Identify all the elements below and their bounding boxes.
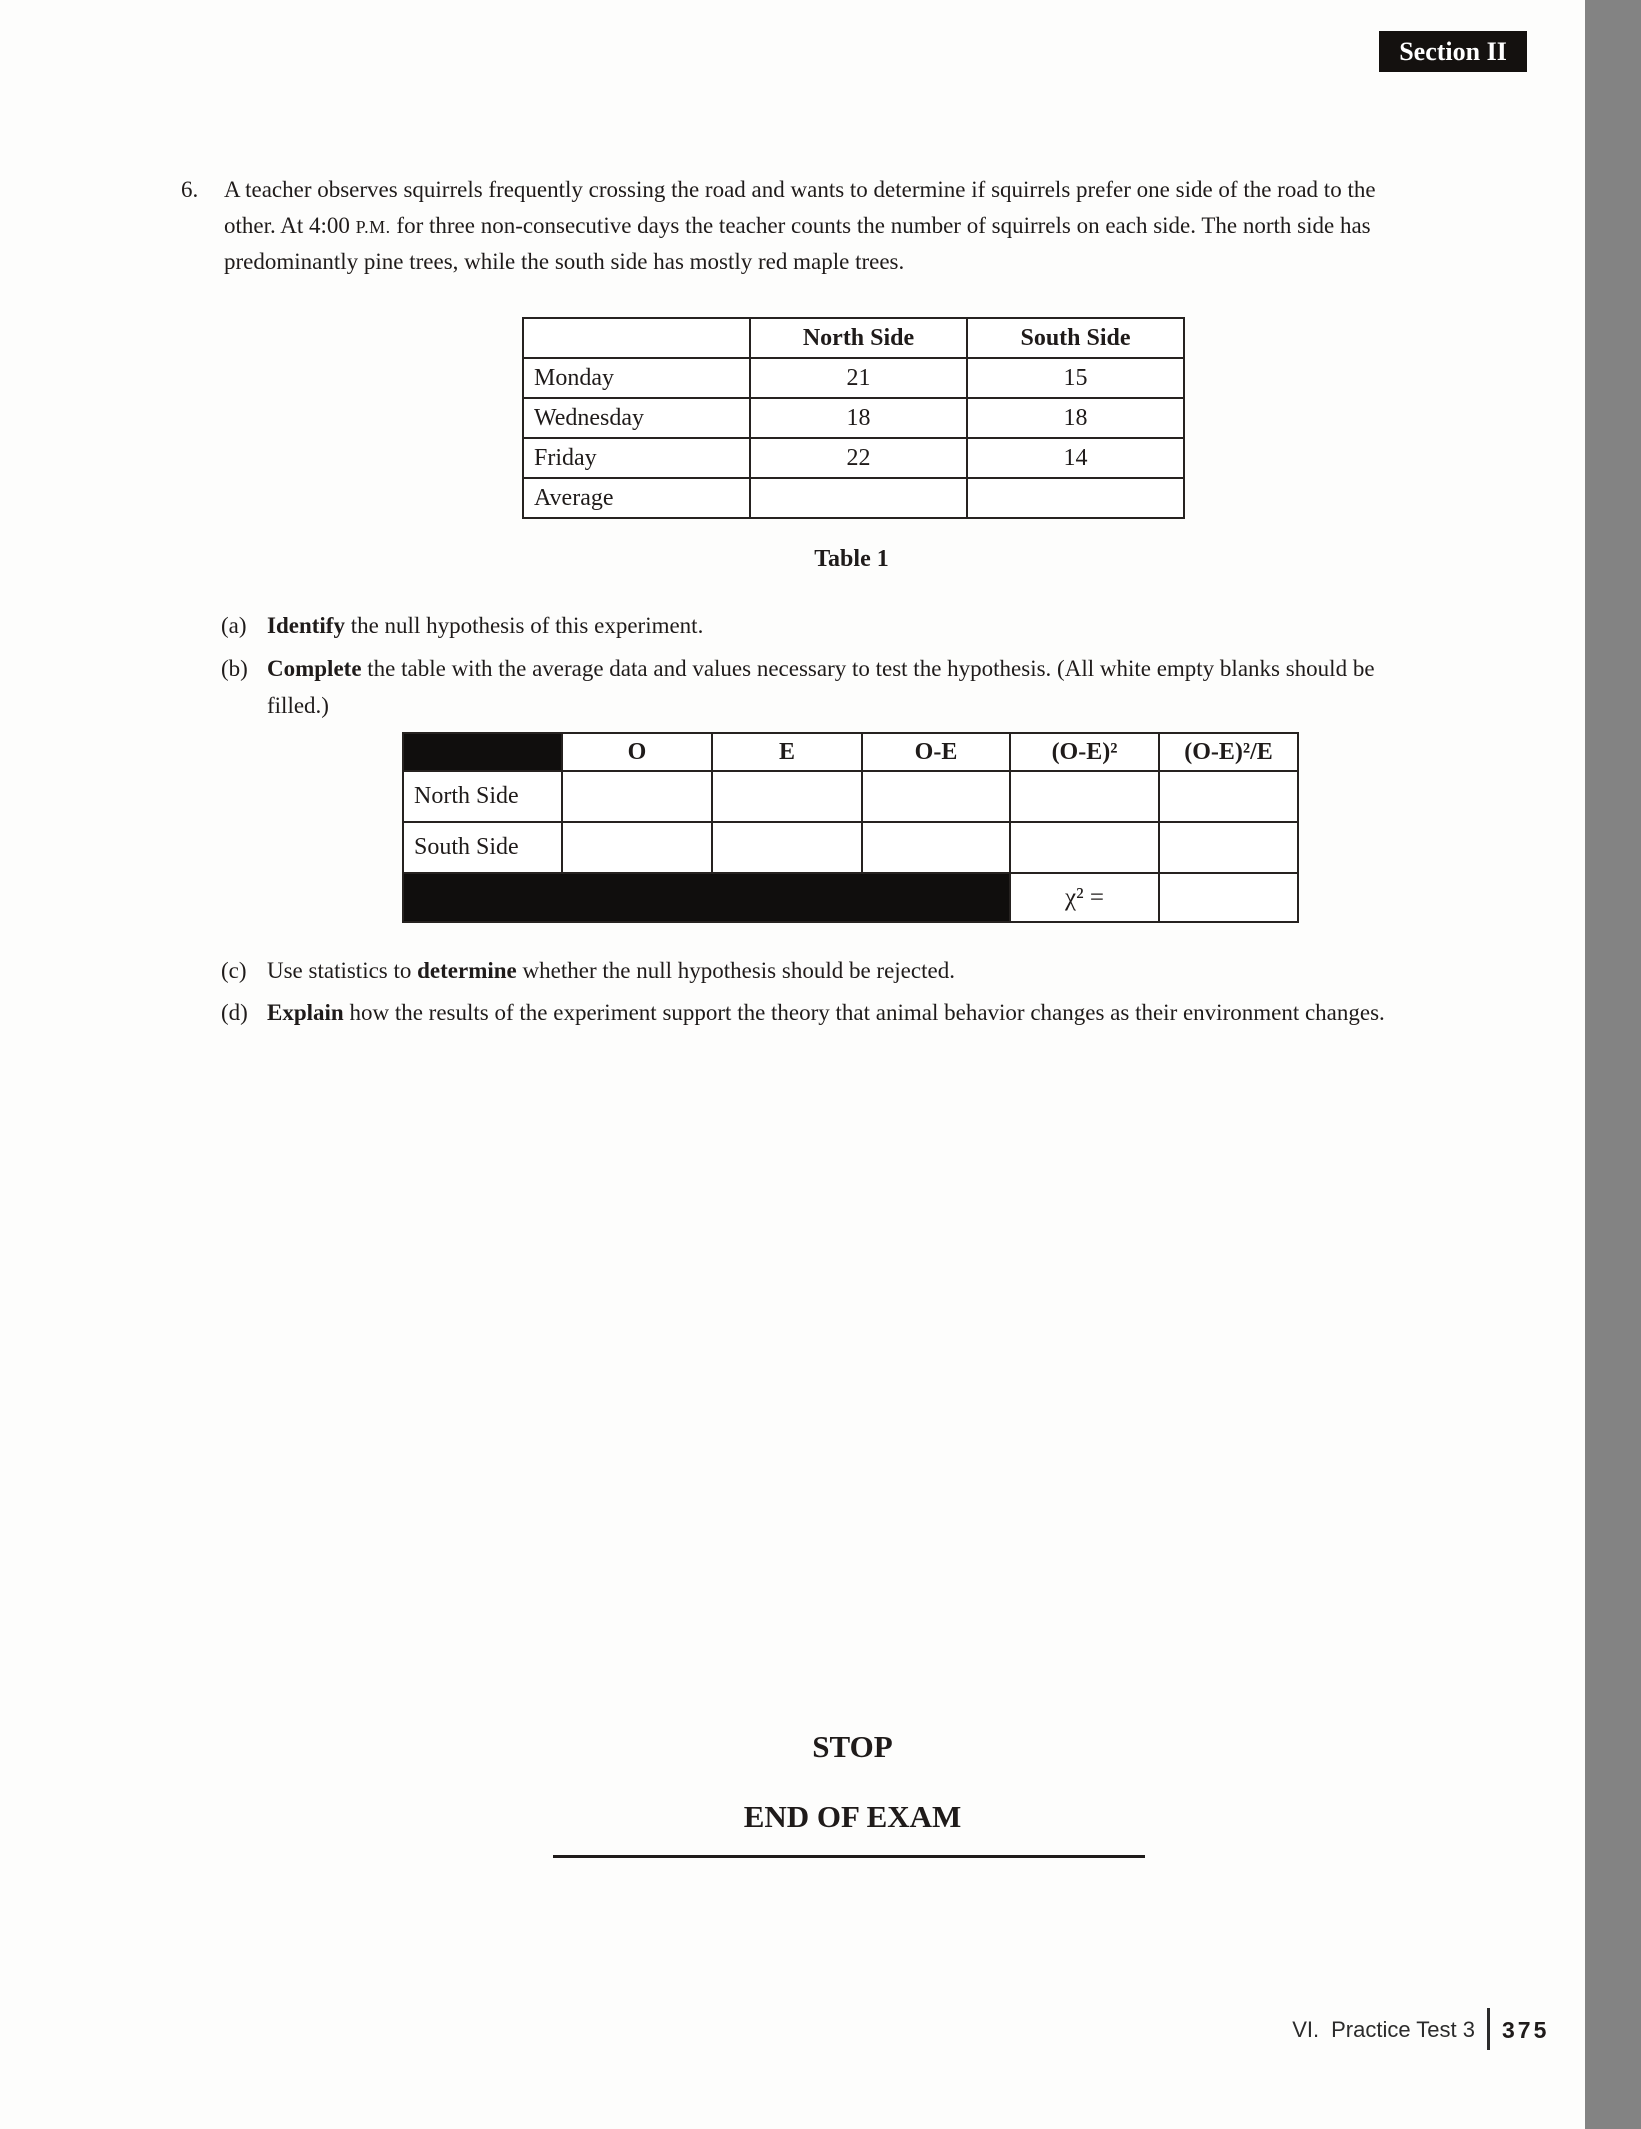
question-text-line-3: predominantly pine trees, while the south side has mostly red maple trees. [224,249,905,274]
part-c-text: Use statistics to determine whether the null hypothesis should be rejected. [267,958,955,983]
table-row [523,478,1184,518]
blank-cell [712,822,862,873]
blank-cell [1159,873,1298,922]
pm-smallcaps: P.M. [355,217,391,237]
part-b [221,650,1541,724]
part-a [221,607,1541,644]
section-badge-label: Section II [1399,36,1507,66]
table-row [523,398,1184,438]
black-corner-cell [403,733,562,771]
col-header-north-side: North Side [750,318,967,358]
table-row [523,438,1184,478]
footer-divider [1487,2008,1490,2050]
footer-breadcrumb-prefix: VI. [1292,2017,1320,2042]
row-label-wednesday: Wednesday [523,398,750,438]
footer-page-number: 375 [1502,2017,1550,2043]
col-header-expected: E [712,733,862,771]
cell-value: 18 [967,398,1184,438]
stop-text: STOP [812,1729,893,1764]
chi-row-north [403,771,1298,822]
chi-header-row [403,733,1298,771]
cell-blank [750,478,967,518]
black-filler-cell [403,873,1010,922]
footer-breadcrumb-title: Practice Test 3 [1331,2017,1475,2042]
blank-cell [1159,771,1298,822]
col-header-o-minus-e-squared-over-e: (O-E)²/E [1159,733,1298,771]
part-b-label: (b) [221,656,248,681]
cell-value: 21 [750,358,967,398]
row-label-friday: Friday [523,438,750,478]
blank-cell [1159,822,1298,873]
corner-blank-cell [523,318,750,358]
part-a-label: (a) [221,613,247,638]
cell-value: 14 [967,438,1184,478]
part-d [221,994,1541,1031]
part-b-text: Complete the table with the average data and values necessary to test the hypothesis. (All white empty blanks should be filled.) [267,656,1375,718]
col-header-o-minus-e-squared: (O-E)² [1010,733,1159,771]
page-edge-bar [1585,0,1641,2129]
table-row [523,358,1184,398]
section-badge [1379,31,1527,72]
question-text-line-2: other. At 4:00 P.M. for three non-consecutive days the teacher counts the number of squirrels on each side. The north side has [224,213,1371,238]
footer-breadcrumb [1080,2017,1475,2043]
part-c-label: (c) [221,958,247,983]
end-underline [553,1855,1145,1858]
col-header-south-side: South Side [967,318,1184,358]
question-text-line-1: A teacher observes squirrels frequently crossing the road and wants to determine if squirrels prefer one side of the road to the [224,177,1376,202]
chi-total-row [403,873,1298,922]
part-a-text: Identify the null hypothesis of this experiment. [267,613,704,638]
blank-cell [712,771,862,822]
part-c [221,952,1541,989]
part-d-label: (d) [221,1000,248,1025]
row-label-north-side: North Side [403,771,562,822]
chi-square-table [402,732,1299,923]
chi-row-south [403,822,1298,873]
question-number: 6. [181,177,199,202]
blank-cell [862,822,1010,873]
blank-cell [562,771,712,822]
row-label-south-side: South Side [403,822,562,873]
cell-value: 15 [967,358,1184,398]
blank-cell [562,822,712,873]
blank-cell [1010,771,1159,822]
part-d-text: Explain how the results of the experiment support the theory that animal behavior changes as their environment changes. [267,1000,1385,1025]
squirrel-count-table [522,317,1185,519]
end-of-exam-text: END OF EXAM [743,1799,962,1834]
blank-cell [1010,822,1159,873]
cell-value: 22 [750,438,967,478]
row-label-monday: Monday [523,358,750,398]
chi-squared-cell: χ² = [1010,873,1159,922]
table-header-row [523,318,1184,358]
blank-cell [862,771,1010,822]
table1-caption: Table 1 [814,546,889,572]
row-label-average: Average [523,478,750,518]
col-header-o-minus-e: O-E [862,733,1010,771]
col-header-observed: O [562,733,712,771]
cell-blank [967,478,1184,518]
cell-value: 18 [750,398,967,438]
